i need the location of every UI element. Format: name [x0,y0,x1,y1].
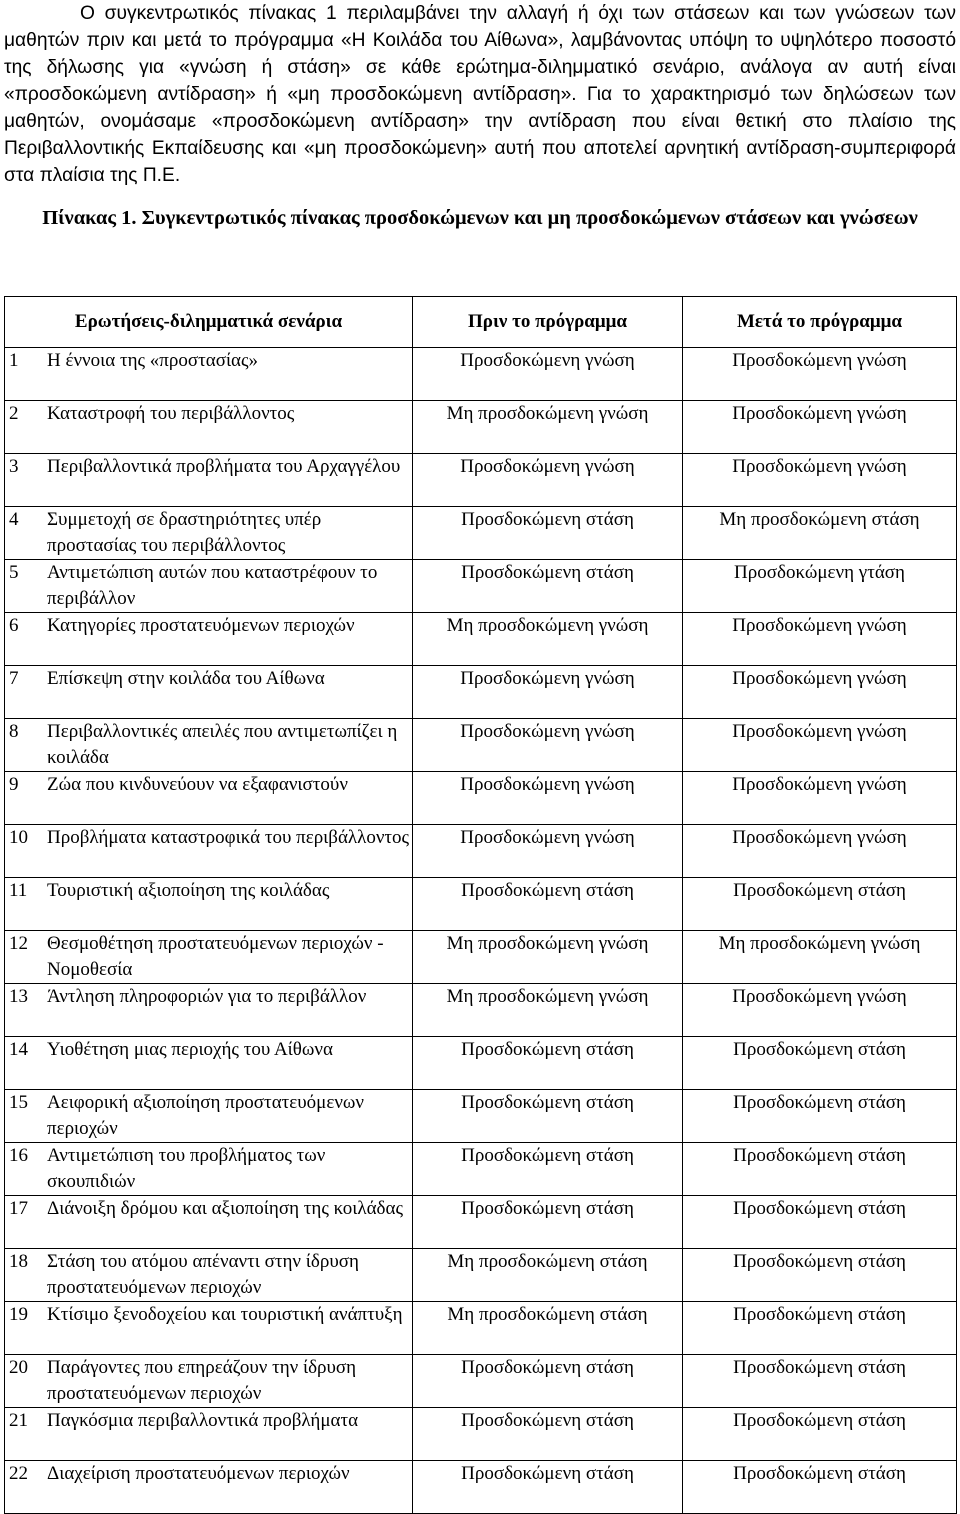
row-after: Προσδοκώμενη γνώση [683,772,957,825]
row-after: Προσδοκώμενη γτάση [683,560,957,613]
row-after: Προσδοκώμενη γνώση [683,454,957,507]
row-after: Μη προσδοκώμενη γνώση [683,931,957,984]
row-before: Προσδοκώμενη γνώση [413,348,683,401]
intro-paragraph: Ο συγκεντρωτικός πίνακας 1 περιλαμβάνει την αλλαγή ή όχι των στάσεων και των γνώσεων των μαθητών πριν και μετά το πρόγραμμα «Η Κοιλάδα του Αίθωνα», λαμβάνοντας υπόψη το υψηλότερο ποσοστό της δήλωσης για «γνώση ή στάση» σε κάθε ερώτημα-διλημματικό σενάριο, ανάλογα αν αυτή είναι «προσδοκώμενη αντίδραση» ή «μη προσδοκώμενη αντίδραση». Για το χαρακτηρισμό των δηλώσεων των μαθητών, ονομάσαμε «προσδοκώμενη αντίδραση» την αντίδραση που είναι θετική στο πλαίσιο της Περιβαλλοντικής Εκπαίδευσης και «μη προσδοκώμενη» αυτή που αποτελεί αρνητική αντίδραση-συμπεριφορά στα πλαίσια της Π.Ε. [4,3,956,186]
header-before: Πριν το πρόγραμμα [413,297,683,348]
row-scenario: Τουριστική αξιοποίηση της κοιλάδας [43,878,413,931]
row-number: 18 [5,1249,43,1302]
row-number: 21 [5,1408,43,1461]
table-row [5,1143,957,1196]
row-scenario: Θεσμοθέτηση προστατευόμενων περιοχών - Νομοθεσία [43,931,413,984]
row-scenario: Αντιμετώπιση του προβλήματος των σκουπιδιών [43,1143,413,1196]
row-before: Μη προσδοκώμενη στάση [413,1302,683,1355]
row-after: Προσδοκώμενη στάση [683,1143,957,1196]
table-row [5,1355,957,1408]
row-scenario: Αντιμετώπιση αυτών που καταστρέφουν το περιβάλλον [43,560,413,613]
row-number: 15 [5,1090,43,1143]
table-row [5,666,957,719]
row-number: 13 [5,984,43,1037]
row-number: 16 [5,1143,43,1196]
header-after: Μετά το πρόγραμμα [683,297,957,348]
row-before: Προσδοκώμενη γνώση [413,825,683,878]
row-after: Προσδοκώμενη γνώση [683,984,957,1037]
row-after: Προσδοκώμενη στάση [683,878,957,931]
row-before: Μη προσδοκώμενη γνώση [413,401,683,454]
table-row [5,1037,957,1090]
row-scenario: Παγκόσμια περιβαλλοντικά προβλήματα [43,1408,413,1461]
row-after: Προσδοκώμενη στάση [683,1461,957,1514]
row-before: Προσδοκώμενη στάση [413,1461,683,1514]
row-before: Προσδοκώμενη στάση [413,1037,683,1090]
row-after: Προσδοκώμενη γνώση [683,666,957,719]
row-before: Προσδοκώμενη στάση [413,878,683,931]
row-number: 12 [5,931,43,984]
row-after: Προσδοκώμενη γνώση [683,348,957,401]
row-before: Προσδοκώμενη στάση [413,507,683,560]
row-number: 2 [5,401,43,454]
row-number: 9 [5,772,43,825]
table-row [5,1408,957,1461]
row-before: Μη προσδοκώμενη γνώση [413,984,683,1037]
table-caption: Πίνακας 1. Συγκεντρωτικός πίνακας προσδοκώμενων και μη προσδοκώμενων στάσεων και γνώσεων [42,207,918,229]
row-scenario: Υιοθέτηση μιας περιοχής του Αίθωνα [43,1037,413,1090]
row-before: Προσδοκώμενη γνώση [413,666,683,719]
row-before: Προσδοκώμενη στάση [413,1408,683,1461]
row-number: 5 [5,560,43,613]
table-row [5,613,957,666]
table-row [5,772,957,825]
row-scenario: Περιβαλλοντικές απειλές που αντιμετωπίζει η κοιλάδα [43,719,413,772]
row-number: 3 [5,454,43,507]
row-after: Προσδοκώμενη στάση [683,1249,957,1302]
row-number: 19 [5,1302,43,1355]
row-scenario: Αειφορική αξιοποίηση προστατευόμενων περιοχών [43,1090,413,1143]
row-before: Μη προσδοκώμενη γνώση [413,613,683,666]
table-row [5,719,957,772]
row-scenario: Κτίσιμο ξενοδοχείου και τουριστική ανάπτυξη [43,1302,413,1355]
table-row [5,1461,957,1514]
table-body [5,348,957,1514]
row-before: Προσδοκώμενη γνώση [413,454,683,507]
row-after: Προσδοκώμενη γνώση [683,613,957,666]
row-after: Προσδοκώμενη γνώση [683,719,957,772]
row-number: 10 [5,825,43,878]
row-number: 20 [5,1355,43,1408]
table-row [5,1196,957,1249]
row-number: 14 [5,1037,43,1090]
row-scenario: Προβλήματα καταστροφικά του περιβάλλοντος [43,825,413,878]
table-row [5,1090,957,1143]
row-before: Προσδοκώμενη γνώση [413,719,683,772]
row-after: Προσδοκώμενη στάση [683,1196,957,1249]
row-after: Προσδοκώμενη στάση [683,1302,957,1355]
row-before: Προσδοκώμενη στάση [413,1090,683,1143]
table-row [5,507,957,560]
row-before: Μη προσδοκώμενη γνώση [413,931,683,984]
table-row [5,1249,957,1302]
row-scenario: Καταστροφή του περιβάλλοντος [43,401,413,454]
table-row [5,560,957,613]
row-number: 22 [5,1461,43,1514]
row-scenario: Διάνοιξη δρόμου και αξιοποίηση της κοιλάδας [43,1196,413,1249]
header-scenarios: Ερωτήσεις-διλημματικά σενάρια [5,297,413,348]
row-scenario: Συμμετοχή σε δραστηριότητες υπέρ προστασίας του περιβάλλοντος [43,507,413,560]
row-scenario: Ζώα που κινδυνεύουν να εξαφανιστούν [43,772,413,825]
row-after: Προσδοκώμενη στάση [683,1355,957,1408]
table-row [5,878,957,931]
row-before: Προσδοκώμενη στάση [413,1355,683,1408]
row-before: Προσδοκώμενη στάση [413,560,683,613]
row-scenario: Παράγοντες που επηρεάζουν την ίδρυση προστατευόμενων περιοχών [43,1355,413,1408]
table-header-row [5,297,957,348]
row-after: Προσδοκώμενη στάση [683,1037,957,1090]
row-after: Προσδοκώμενη στάση [683,1090,957,1143]
row-after: Προσδοκώμενη γνώση [683,401,957,454]
table-row [5,454,957,507]
table-row [5,401,957,454]
table-row [5,931,957,984]
row-number: 11 [5,878,43,931]
row-scenario: Διαχείριση προστατευόμενων περιοχών [43,1461,413,1514]
row-number: 7 [5,666,43,719]
row-after: Μη προσδοκώμενη στάση [683,507,957,560]
row-scenario: Κατηγορίες προστατευόμενων περιοχών [43,613,413,666]
row-after: Προσδοκώμενη στάση [683,1408,957,1461]
row-before: Προσδοκώμενη στάση [413,1143,683,1196]
row-number: 4 [5,507,43,560]
table-row [5,984,957,1037]
row-number: 17 [5,1196,43,1249]
row-scenario: Άντληση πληροφοριών για το περιβάλλον [43,984,413,1037]
row-scenario: Επίσκεψη στην κοιλάδα του Αίθωνα [43,666,413,719]
table-row [5,1302,957,1355]
row-after: Προσδοκώμενη γνώση [683,825,957,878]
summary-table [4,296,957,1514]
row-number: 8 [5,719,43,772]
row-scenario: Στάση του ατόμου απέναντι στην ίδρυση προστατευόμενων περιοχών [43,1249,413,1302]
row-scenario: Περιβαλλοντικά προβλήματα του Αρχαγγέλου [43,454,413,507]
row-number: 1 [5,348,43,401]
row-before: Μη προσδοκώμενη στάση [413,1249,683,1302]
row-scenario: Η έννοια της «προστασίας» [43,348,413,401]
table-row [5,825,957,878]
row-before: Προσδοκώμενη γνώση [413,772,683,825]
row-number: 6 [5,613,43,666]
row-before: Προσδοκώμενη στάση [413,1196,683,1249]
table-row [5,348,957,401]
